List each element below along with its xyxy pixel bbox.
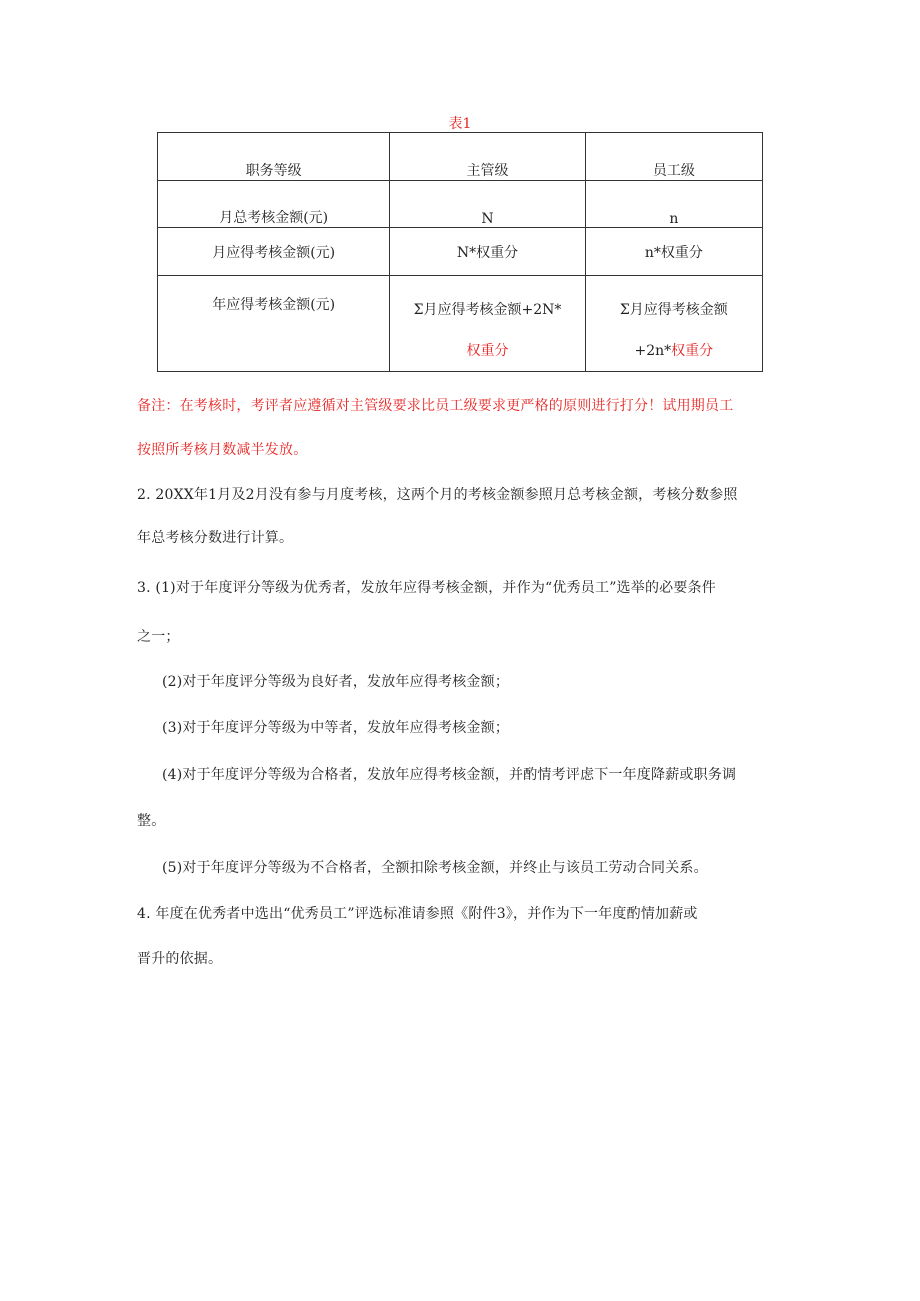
item-4-line-2: 晋升的依据。 [137,951,223,967]
staff-annual-line2 [586,340,762,360]
item-3-sub-4-line-1: (4)对于年度评分等级为合格者，发放年应得考核金额，并酌情考评虑下一年度降薪或职务调 [162,767,737,783]
item-3-line-1: 3. (1)对于年度评分等级为优秀者，发放年应得考核金额，并作为“优秀员工”选举的必要条件 [137,580,716,596]
staff-annual-line2-suffix: 权重分 [671,343,714,359]
cell-staff-monthly-due: n*权重分 [585,228,762,276]
supervisor-annual-line1: Σ月应得考核金额+2N* [413,302,562,318]
item-3-sub-4-line-2: 整。 [137,813,166,829]
table-row [158,181,763,228]
header-cell-supervisor: 主管级 [390,133,585,181]
cell-supervisor-annual-due [390,276,585,372]
table-header-row [158,133,763,181]
cell-supervisor-monthly-due: N*权重分 [390,228,585,276]
staff-annual-line2-prefix: +2n* [634,343,672,359]
item-3-line-2: 之一； [137,629,180,645]
row-label-monthly-due: 月应得考核金额(元) [158,228,390,276]
item-3-sub-5: (5)对于年度评分等级为不合格者，全额扣除考核金额，并终止与该员工劳动合同关系。 [162,860,708,876]
row-label-monthly-total: 月总考核金额(元) [158,181,390,228]
assessment-table [157,132,763,372]
item-2-line-1: 2. 20XX年1月及2月没有参与月度考核，这两个月的考核金额参照月总考核金额，考核分数参照 [137,487,738,503]
header-cell-staff: 员工级 [585,133,762,181]
item-4-line-1: 4. 年度在优秀者中选出“优秀员工”评选标准请参照《附件3》，并作为下一年度酌情加薪或 [137,906,698,922]
item-3-sub-3: (3)对于年度评分等级为中等者，发放年应得考核金额； [162,720,510,736]
cell-staff-monthly-total: n [585,181,762,228]
staff-annual-line1: Σ月应得考核金额 [619,302,728,318]
table-caption: 表1 [448,116,472,132]
table-row [158,228,763,276]
row-label-annual-due-text: 年应得考核金额(元) [212,297,336,313]
cell-staff-annual-due [585,276,762,372]
row-label-annual-due [158,276,390,372]
item-3-sub-2: (2)对于年度评分等级为良好者，发放年应得考核金额； [162,674,510,690]
header-cell-grade: 职务等级 [158,133,390,181]
cell-supervisor-monthly-total: N [390,181,585,228]
item-2-line-2: 年总考核分数进行计算。 [137,530,294,546]
supervisor-annual-line2: 权重分 [466,343,509,359]
note-line-2: 按照所考核月数减半发放。 [137,442,308,458]
table-row [158,276,763,372]
note-line-1: 备注：在考核时，考评者应遵循对主管级要求比员工级要求更严格的原则进行打分！试用期员工 [137,398,734,414]
